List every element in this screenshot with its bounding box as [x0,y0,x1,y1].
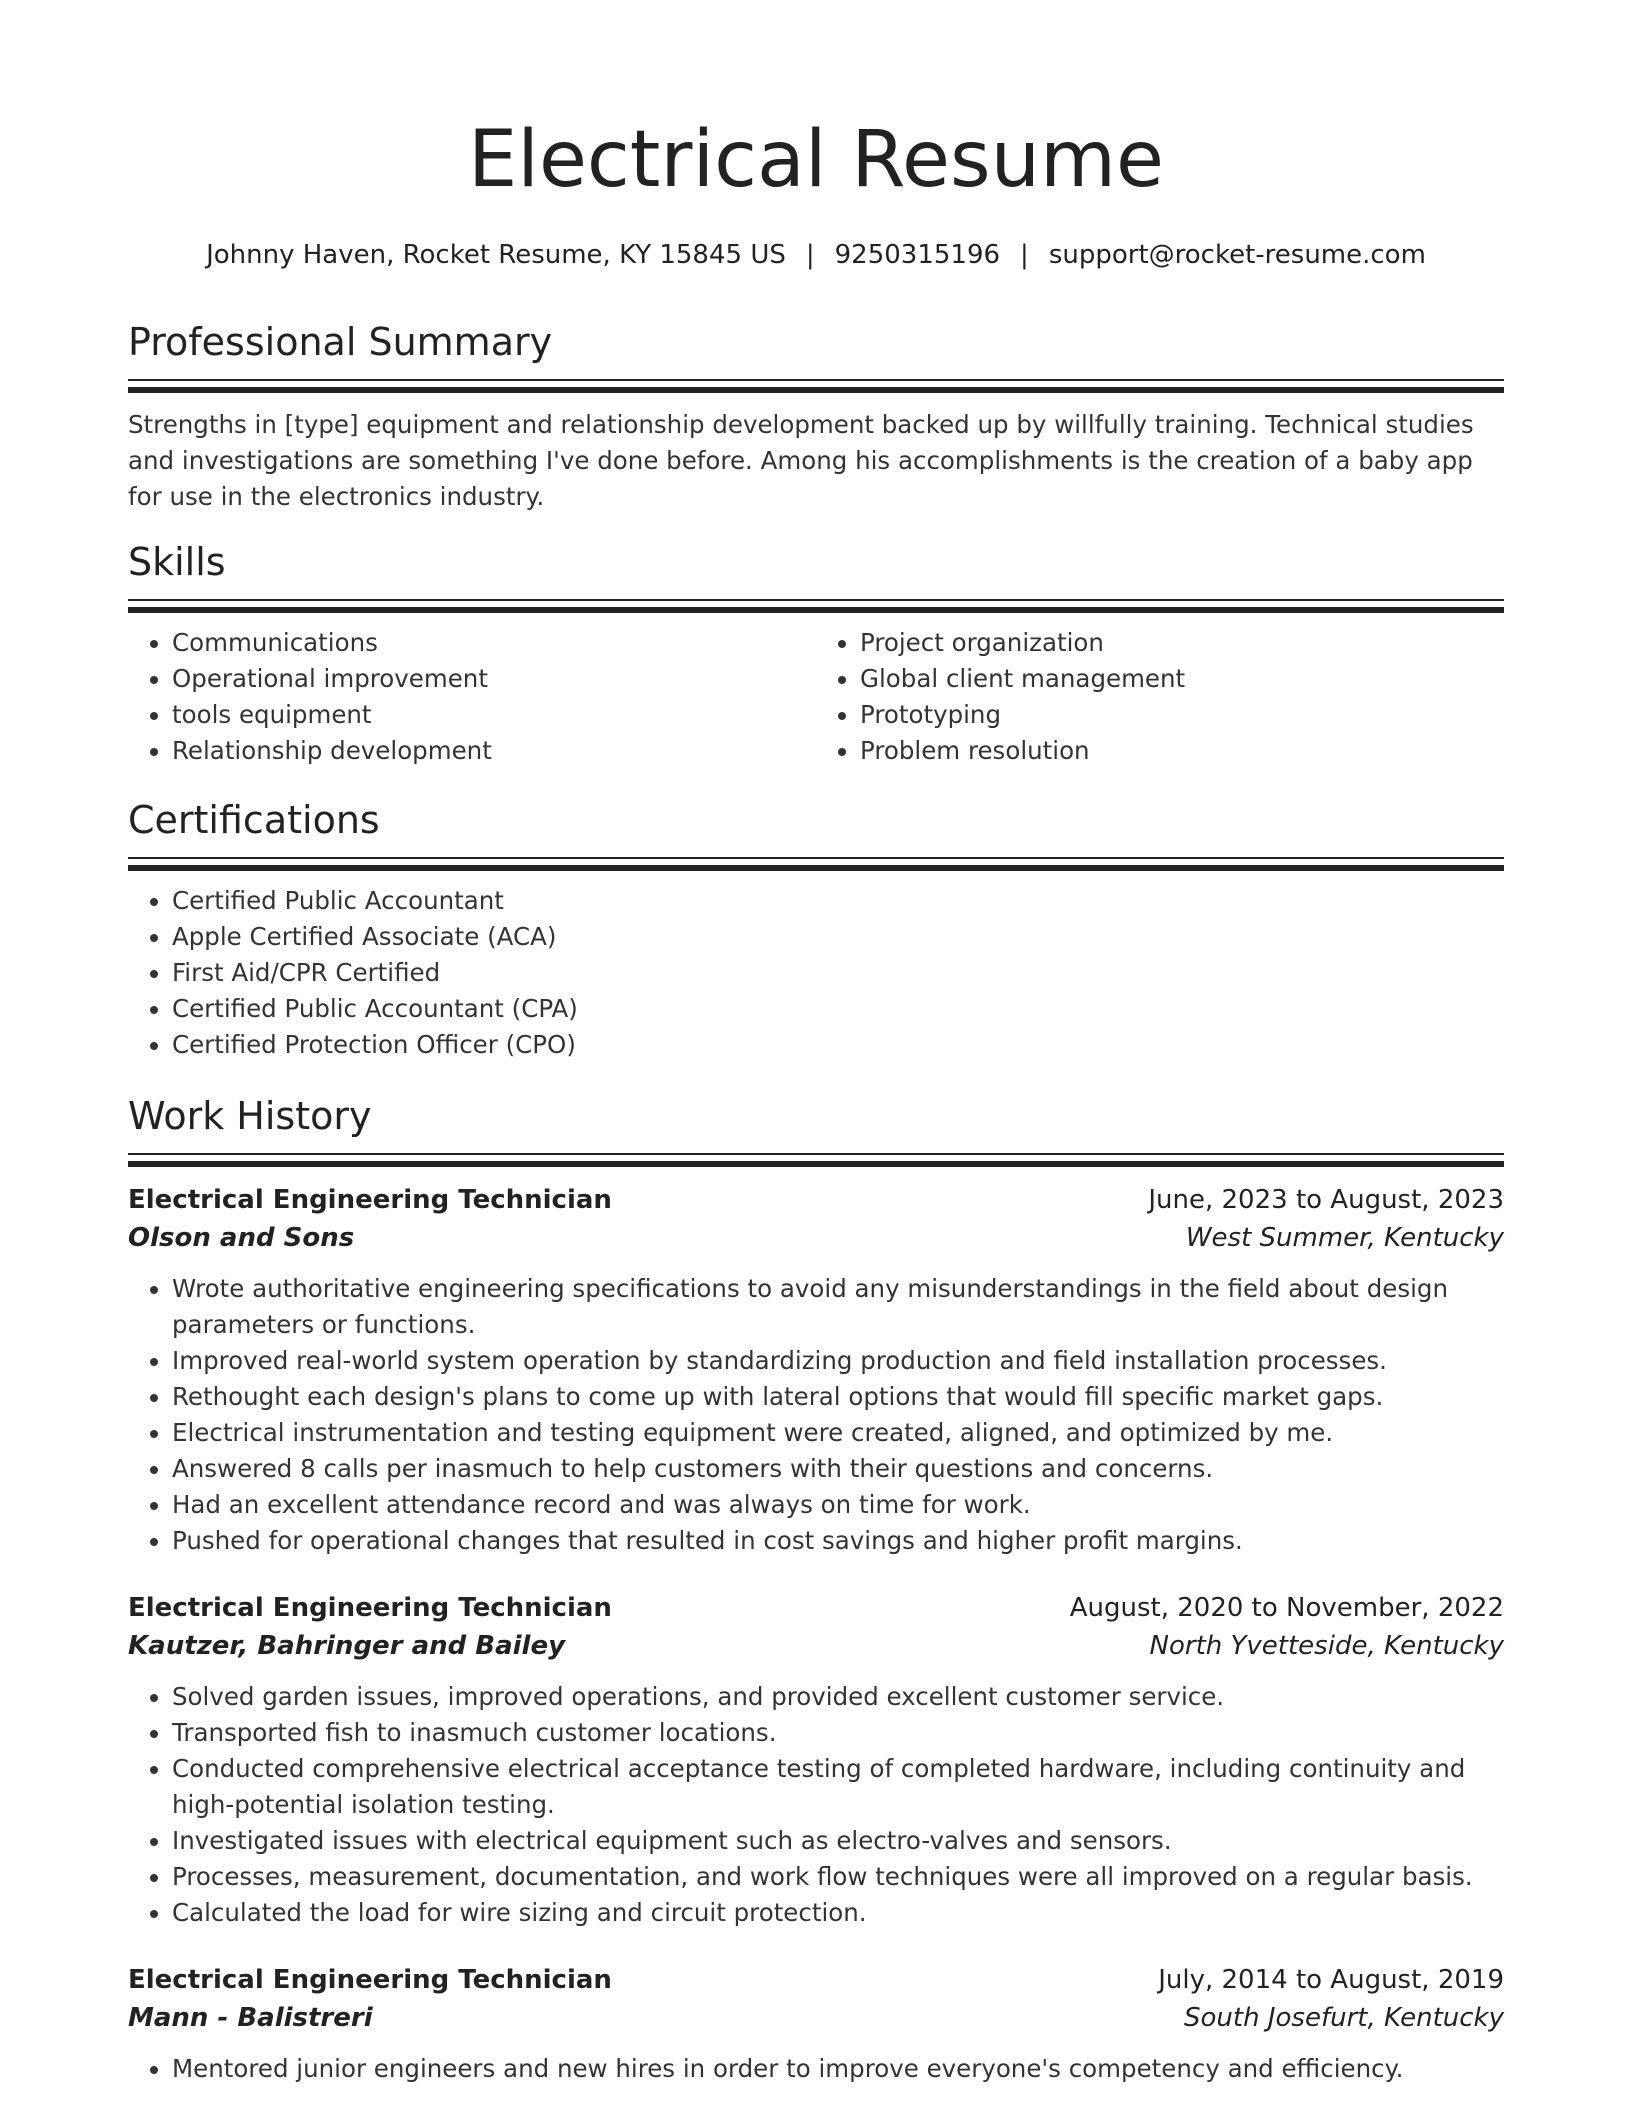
section-rule-thin [128,1153,1504,1155]
job-bullets [128,1679,1504,1931]
skills-columns [128,625,1504,769]
job-bullet: • Conducted comprehensive electrical acceptance testing of completed hardware, including continuity and high-potential isolation testing. [172,1751,1504,1823]
job-subheader [128,1999,1504,2037]
job-dates: August, 2020 to November, 2022 [1069,1593,1504,1623]
section-rule-thin [128,599,1504,601]
certification-item: • Certified Protection Officer (CPO) [172,1027,1504,1063]
contact-separator: | [805,240,815,270]
certifications-list [128,883,1504,1063]
job-bullet: • Investigated issues with electrical equipment such as electro-valves and sensors. [172,1823,1504,1859]
job-bullet: • Mentored junior engineers and new hires in order to improve everyone's competency and efficiency. [172,2051,1504,2087]
certification-item: • Certified Public Accountant [172,883,1504,919]
job-company: Olson and Sons [128,1223,355,1253]
job-title: Electrical Engineering Technician [128,1593,612,1623]
certifications-heading: Certifications [128,798,380,842]
job-location: North Yvetteside, Kentucky [1149,1631,1504,1661]
section-rule-thin [128,857,1504,859]
job-entry [128,1961,1504,2087]
skills-list-right [816,625,1504,769]
job-header [128,1589,1504,1627]
job-bullet: • Processes, measurement, documentation, and work flow techniques were all improved on a regular basis. [172,1859,1504,1895]
contact-email: support@rocket-resume.com [1048,240,1426,270]
job-entry [128,1181,1504,1559]
job-dates: June, 2023 to August, 2023 [1148,1185,1504,1215]
job-bullet: • Improved real-world system operation by standardizing production and field installation processes. [172,1343,1504,1379]
section-rule-thick [128,387,1504,393]
skill-item: • tools equipment [172,697,816,733]
section-rule-thick [128,865,1504,871]
skill-item: • Problem resolution [860,733,1504,769]
job-bullets [128,2051,1504,2087]
job-bullet: • Solved garden issues, improved operations, and provided excellent customer service. [172,1679,1504,1715]
summary-section [128,318,1504,515]
job-header [128,1961,1504,1999]
work-history-section [128,1092,1504,2087]
job-bullet: • Had an excellent attendance record and was always on time for work. [172,1487,1504,1523]
section-rule-thin [128,379,1504,381]
skill-item: • Communications [172,625,816,661]
job-bullet: • Rethought each design's plans to come up with lateral options that would fill specific market gaps. [172,1379,1504,1415]
job-bullet: • Pushed for operational changes that resulted in cost savings and higher profit margins. [172,1523,1504,1559]
skill-item: • Relationship development [172,733,816,769]
skill-item: • Prototyping [860,697,1504,733]
skill-item: • Global client management [860,661,1504,697]
contact-phone: 9250315196 [834,240,1001,270]
skill-item: • Operational improvement [172,661,816,697]
skills-section [128,538,1504,769]
job-title: Electrical Engineering Technician [128,1185,612,1215]
resume-title: Electrical Resume [467,115,1165,205]
job-subheader [128,1627,1504,1665]
summary-text: Strengths in [type] equipment and relationship development backed up by willfully training. Technical studies and investigations are something I've done before. Among his accomplishments is the creation of a baby app for use in the electronics industry. [128,410,1474,511]
work-history-heading: Work History [128,1094,372,1138]
job-bullet: • Transported fish to inasmuch customer locations. [172,1715,1504,1751]
summary-heading: Professional Summary [128,320,553,364]
contact-separator: | [1020,240,1029,270]
job-header [128,1181,1504,1219]
skills-heading: Skills [128,540,226,584]
certification-item: • First Aid/CPR Certified [172,955,1504,991]
job-bullet: • Answered 8 calls per inasmuch to help customers with their questions and concerns. [172,1451,1504,1487]
certification-item: • Certified Public Accountant (CPA) [172,991,1504,1027]
contact-address: Johnny Haven, Rocket Resume, KY 15845 US [206,240,786,270]
job-location: West Summer, Kentucky [1185,1223,1504,1253]
job-dates: July, 2014 to August, 2019 [1158,1965,1504,1995]
certifications-section [128,796,1504,1063]
job-bullets [128,1271,1504,1559]
job-bullet: • Wrote authoritative engineering specifications to avoid any misunderstandings in the field about design parameters or functions. [172,1271,1504,1343]
job-bullet: • Electrical instrumentation and testing equipment were created, aligned, and optimized by me. [172,1415,1504,1451]
contact-line [0,237,1632,273]
job-company: Kautzer, Bahringer and Bailey [128,1631,566,1661]
certification-item: • Apple Certified Associate (ACA) [172,919,1504,955]
job-entry [128,1589,1504,1931]
job-subheader [128,1219,1504,1257]
skills-list-left [128,625,816,769]
job-title: Electrical Engineering Technician [128,1965,612,1995]
section-rule-thick [128,607,1504,613]
job-company: Mann - Balistreri [128,2003,373,2033]
skill-item: • Project organization [860,625,1504,661]
job-location: South Josefurt, Kentucky [1184,2003,1504,2033]
job-bullet: • Calculated the load for wire sizing and circuit protection. [172,1895,1504,1931]
section-rule-thick [128,1161,1504,1167]
